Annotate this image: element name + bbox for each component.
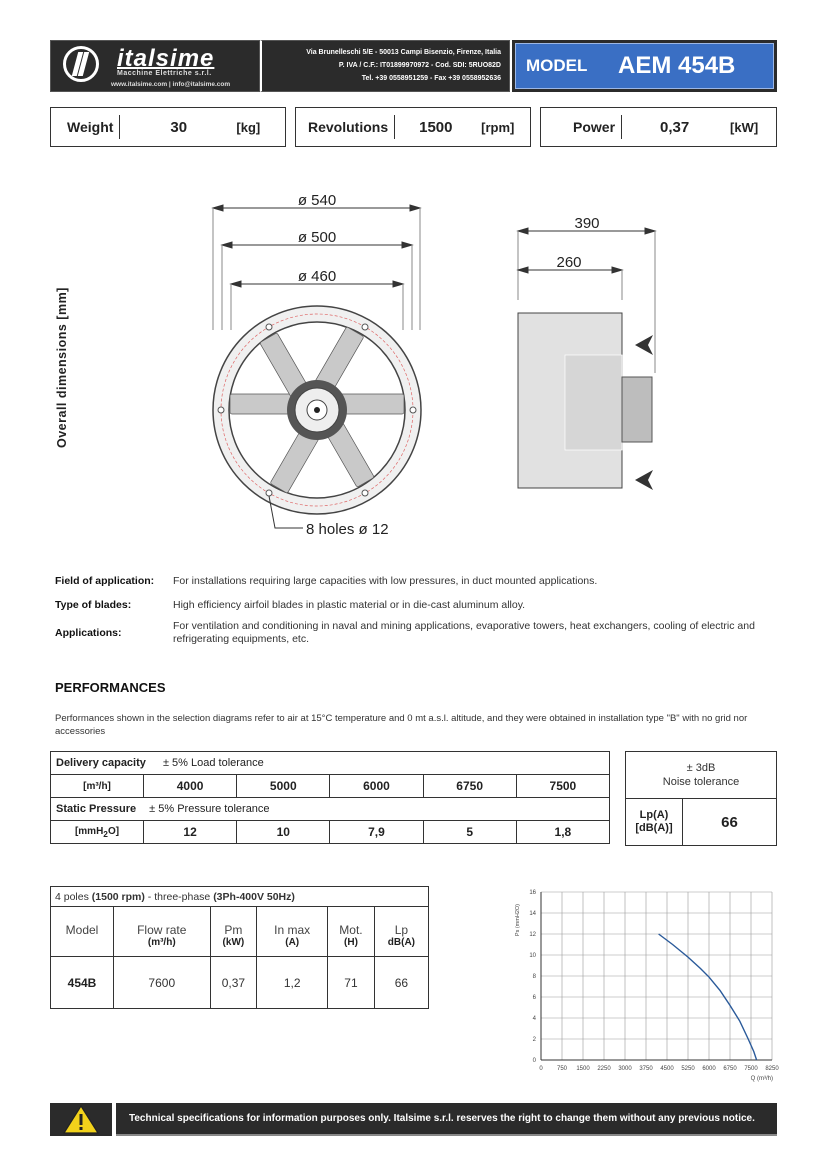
model-value: AEM 454B [618, 52, 736, 79]
svg-text:0: 0 [532, 1058, 536, 1064]
spec-label: Power [573, 115, 622, 139]
dim-390: 390 [574, 215, 600, 232]
website-link[interactable]: www.italsime.com | info@italsime.com [111, 81, 231, 88]
svg-text:10: 10 [529, 953, 536, 959]
motor-table: 4 poles (1500 rpm) - three-phase (3Ph-400V 50Hz) Model Flow rate Pm In max Mot. Lp (m³/h) (kW) (A) (H) dB(A) 454B 7600 0,37 1,2 71 66 [50, 886, 429, 1009]
performances-note: Performances shown in the selection diagrams refer to air at 15°C temperature and 0 mt a.s.l. altitude, and they were obtained in installation type "B" with no grid nor accessories [55, 713, 748, 737]
noise-label: Lp(A) [dB(A)] [626, 799, 683, 846]
spec-unit: [kg] [236, 119, 261, 135]
company-address [260, 40, 510, 92]
svg-text:12: 12 [529, 932, 536, 938]
info-text: High efficiency airfoil blades in plastic material or in die-cast aluminum alloy. [173, 599, 526, 611]
delivery-header: Delivery capacity ± 5% Load tolerance [51, 752, 610, 775]
dimensions-label: Overall dimensions [mm] [55, 287, 69, 448]
motor-table-title: 4 poles (1500 rpm) - three-phase (3Ph-400V 50Hz) [51, 887, 429, 907]
fan-side-view-drawing [505, 205, 675, 505]
delivery-row: [m³/h] 4000 5000 6000 6750 7500 [51, 775, 610, 798]
svg-text:3000: 3000 [618, 1066, 632, 1072]
svg-text:3750: 3750 [639, 1066, 653, 1072]
noise-table [625, 751, 777, 846]
performances-title: PERFORMANCES [55, 680, 166, 695]
svg-text:8: 8 [532, 974, 536, 980]
info-text: For installations requiring large capacities with low pressures, in duct mounted applications. [173, 575, 598, 587]
motor-row: 454B 7600 0,37 1,2 71 66 [51, 957, 429, 1009]
brand-name: italsime [117, 45, 215, 72]
svg-text:4: 4 [532, 1016, 536, 1022]
dim-d460: ø 460 [297, 268, 337, 285]
vat-line: P. IVA / C.F.: IT01899970972 - Cod. SDI: 5RUO82D [338, 62, 501, 69]
svg-text:6: 6 [532, 995, 536, 1001]
dim-holes: 8 holes ø 12 [306, 521, 389, 538]
company-logo [50, 40, 260, 92]
svg-text:6000: 6000 [702, 1066, 716, 1072]
logo-mark-icon [63, 46, 99, 82]
info-label: Field of application: [55, 575, 155, 587]
spec-unit: [kW] [730, 119, 759, 135]
performance-curve-chart [505, 884, 785, 1084]
pressure-header: Static Pressure ± 5% Pressure tolerance [51, 798, 610, 821]
type-of-blades-row [55, 599, 775, 612]
phone-line: Tel. +39 0558951259 - Fax +39 0558952636 [361, 75, 501, 82]
info-label: Applications: [55, 627, 122, 639]
spec-power [540, 107, 777, 147]
model-label: MODEL [526, 56, 588, 75]
spec-value: 30 [170, 118, 188, 136]
performance-table [50, 751, 610, 844]
svg-text:6750: 6750 [723, 1066, 737, 1072]
dim-d540: ø 540 [297, 192, 337, 209]
noise-tolerance: ± 3dB Noise tolerance [626, 752, 777, 799]
brand-subtitle: Macchine Elettriche s.r.l. [117, 70, 212, 77]
chart-xlabel: Q (m³/h) [750, 1076, 773, 1082]
spec-unit: [rpm] [481, 119, 515, 135]
svg-text:2: 2 [532, 1037, 536, 1043]
chart-ylabel: Ps (mmH2O) [515, 904, 521, 937]
disclaimer-text: Technical specifications for information purposes only. Italsime s.r.l. reserves the right to change them without any previous notice. [116, 1103, 777, 1136]
dim-d500: ø 500 [297, 229, 337, 246]
svg-text:8250: 8250 [765, 1066, 779, 1072]
svg-text:0: 0 [539, 1066, 543, 1072]
pressure-row: [mmH$_2$O] 12 10 7,9 5 1,8 [51, 821, 610, 844]
spec-label: Weight [67, 115, 120, 139]
address-line: Via Brunelleschi 5/E - 50013 Campi Bisenzio, Firenze, Italia [306, 49, 501, 56]
spec-weight [50, 107, 286, 147]
noise-value: 66 [683, 799, 777, 846]
svg-text:14: 14 [529, 911, 536, 917]
applications-row [55, 620, 775, 646]
svg-text:4500: 4500 [660, 1066, 674, 1072]
svg-text:7500: 7500 [744, 1066, 758, 1072]
svg-text:750: 750 [556, 1066, 568, 1072]
airflow-arrow-icon [635, 335, 653, 355]
info-text: For ventilation and conditioning in naval and mining applications, evaporative towers, heat exchangers, cooling of electric and refrigerating equipments, etc. [173, 620, 755, 645]
svg-text:1500: 1500 [576, 1066, 590, 1072]
airflow-arrow-icon [635, 470, 653, 490]
header [50, 40, 777, 92]
footer-disclaimer [50, 1103, 777, 1136]
dim-260: 260 [556, 254, 582, 271]
svg-text:5250: 5250 [681, 1066, 695, 1072]
spec-revolutions [295, 107, 531, 147]
warning-icon [50, 1103, 112, 1136]
field-of-application-row [55, 575, 775, 588]
model-box [510, 40, 777, 92]
info-label: Type of blades: [55, 599, 132, 611]
spec-value: 1500 [419, 118, 453, 136]
spec-label: Revolutions [308, 115, 395, 139]
svg-text:16: 16 [529, 890, 536, 896]
spec-value: 0,37 [660, 118, 690, 136]
svg-text:2250: 2250 [597, 1066, 611, 1072]
spec-summary [50, 107, 777, 147]
fan-front-view-drawing [200, 180, 440, 545]
